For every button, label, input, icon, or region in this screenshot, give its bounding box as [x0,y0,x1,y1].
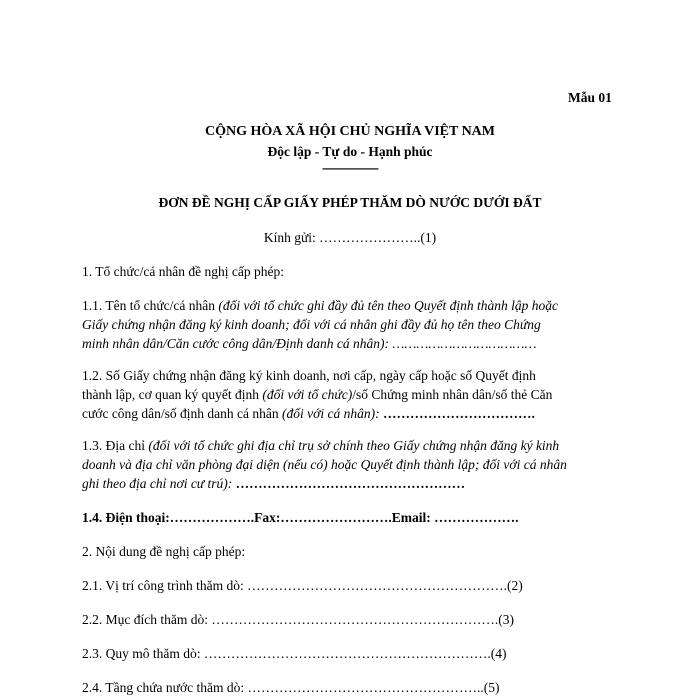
item-1-3-line-3 [82,474,465,494]
item-2-2: 2.2. Mục đích thăm dò: ……………………………………………………….(3) [82,612,514,627]
item-1-3-label: 1.3. Địa chỉ [82,438,149,453]
divider: ---------------- [322,160,378,175]
item-1-1-note-cont: Giấy chứng nhận đăng ký kinh doanh; đối với cá nhân ghi đầy đủ họ tên theo Chứng [82,317,541,332]
item-1-3-line-1 [82,436,559,456]
item-1-3-line-2 [82,455,567,475]
item-2-3: 2.3. Quy mô thăm dò: ……………………………………………………….(4) [82,646,507,661]
document-title: ĐƠN ĐỀ NGHỊ CẤP GIẤY PHÉP THĂM DÒ NƯỚC DƯỚI ĐẤT [158,195,542,210]
item-1-2-line-1: 1.2. Số Giấy chứng nhận đăng ký kinh doanh, nơi cấp, ngày cấp hoặc số Quyết định [82,368,536,383]
item-1-2-line-3 [82,404,535,424]
item-1-3-note-end: ghi theo địa chỉ nơi cư trú): [82,476,233,491]
item-1-1-note: (đối với tổ chức ghi đầy đủ tên theo Quyết định thành lập hoặc [218,298,559,313]
item-1-3-note: (đối với tổ chức ghi địa chỉ trụ sở chính theo Giấy chứng nhận đăng ký kinh [148,438,560,453]
item-1-4-contact: 1.4. Điện thoại:……………….Fax:…………………….Email: ………………. [82,510,519,525]
republic-heading: CỘNG HÒA XÃ HỘI CHỦ NGHĨA VIỆT NAM [204,124,495,139]
item-1-1-line-2 [82,315,541,335]
item-1-2-dots: ……………………………. [379,406,535,421]
section-1-heading: 1. Tổ chức/cá nhân đề nghị cấp phép: [82,264,284,279]
item-1-2-line-2 [82,385,552,405]
item-1-2-note-end: (đối với cá nhân): [282,406,380,421]
section-2-heading: 2. Nội dung đề nghị cấp phép: [82,544,246,559]
item-1-1-line-3 [82,334,536,354]
item-1-3-dots: …………………………………………… [232,476,466,491]
item-1-1-line-1 [82,296,558,316]
addressee: Kính gửi: …………………..(1) [263,230,437,245]
item-1-2-text-end: cước công dân/số định danh cá nhân [82,406,283,421]
item-1-2-text: thành lập, cơ quan ký quyết định [82,387,263,402]
item-1-1-note-end: minh nhân dân/Căn cước công dân/Định danh cá nhân): [82,336,390,351]
form-code: Mẫu 01 [568,90,612,105]
item-1-2-text-cont: /số Chứng minh nhân dân/số thẻ Căn [352,387,553,402]
item-1-3-note-cont: doanh và địa chỉ văn phòng đại diện (nếu có) hoặc Quyết định thành lập; đối với cá nhân [82,457,567,472]
item-2-1: 2.1. Vị trí công trình thăm dò: ………………………………………………….(2) [82,578,523,593]
item-2-4: 2.4. Tầng chứa nước thăm dò: ……………………………………………..(5) [82,680,500,695]
item-1-2-note: (đối với tổ chức) [262,387,353,402]
item-1-1-dots: ……………………………… [389,336,537,351]
motto: Độc lập - Tự do - Hạnh phúc [267,144,433,159]
item-1-1-label: 1.1. Tên tổ chức/cá nhân [82,298,219,313]
